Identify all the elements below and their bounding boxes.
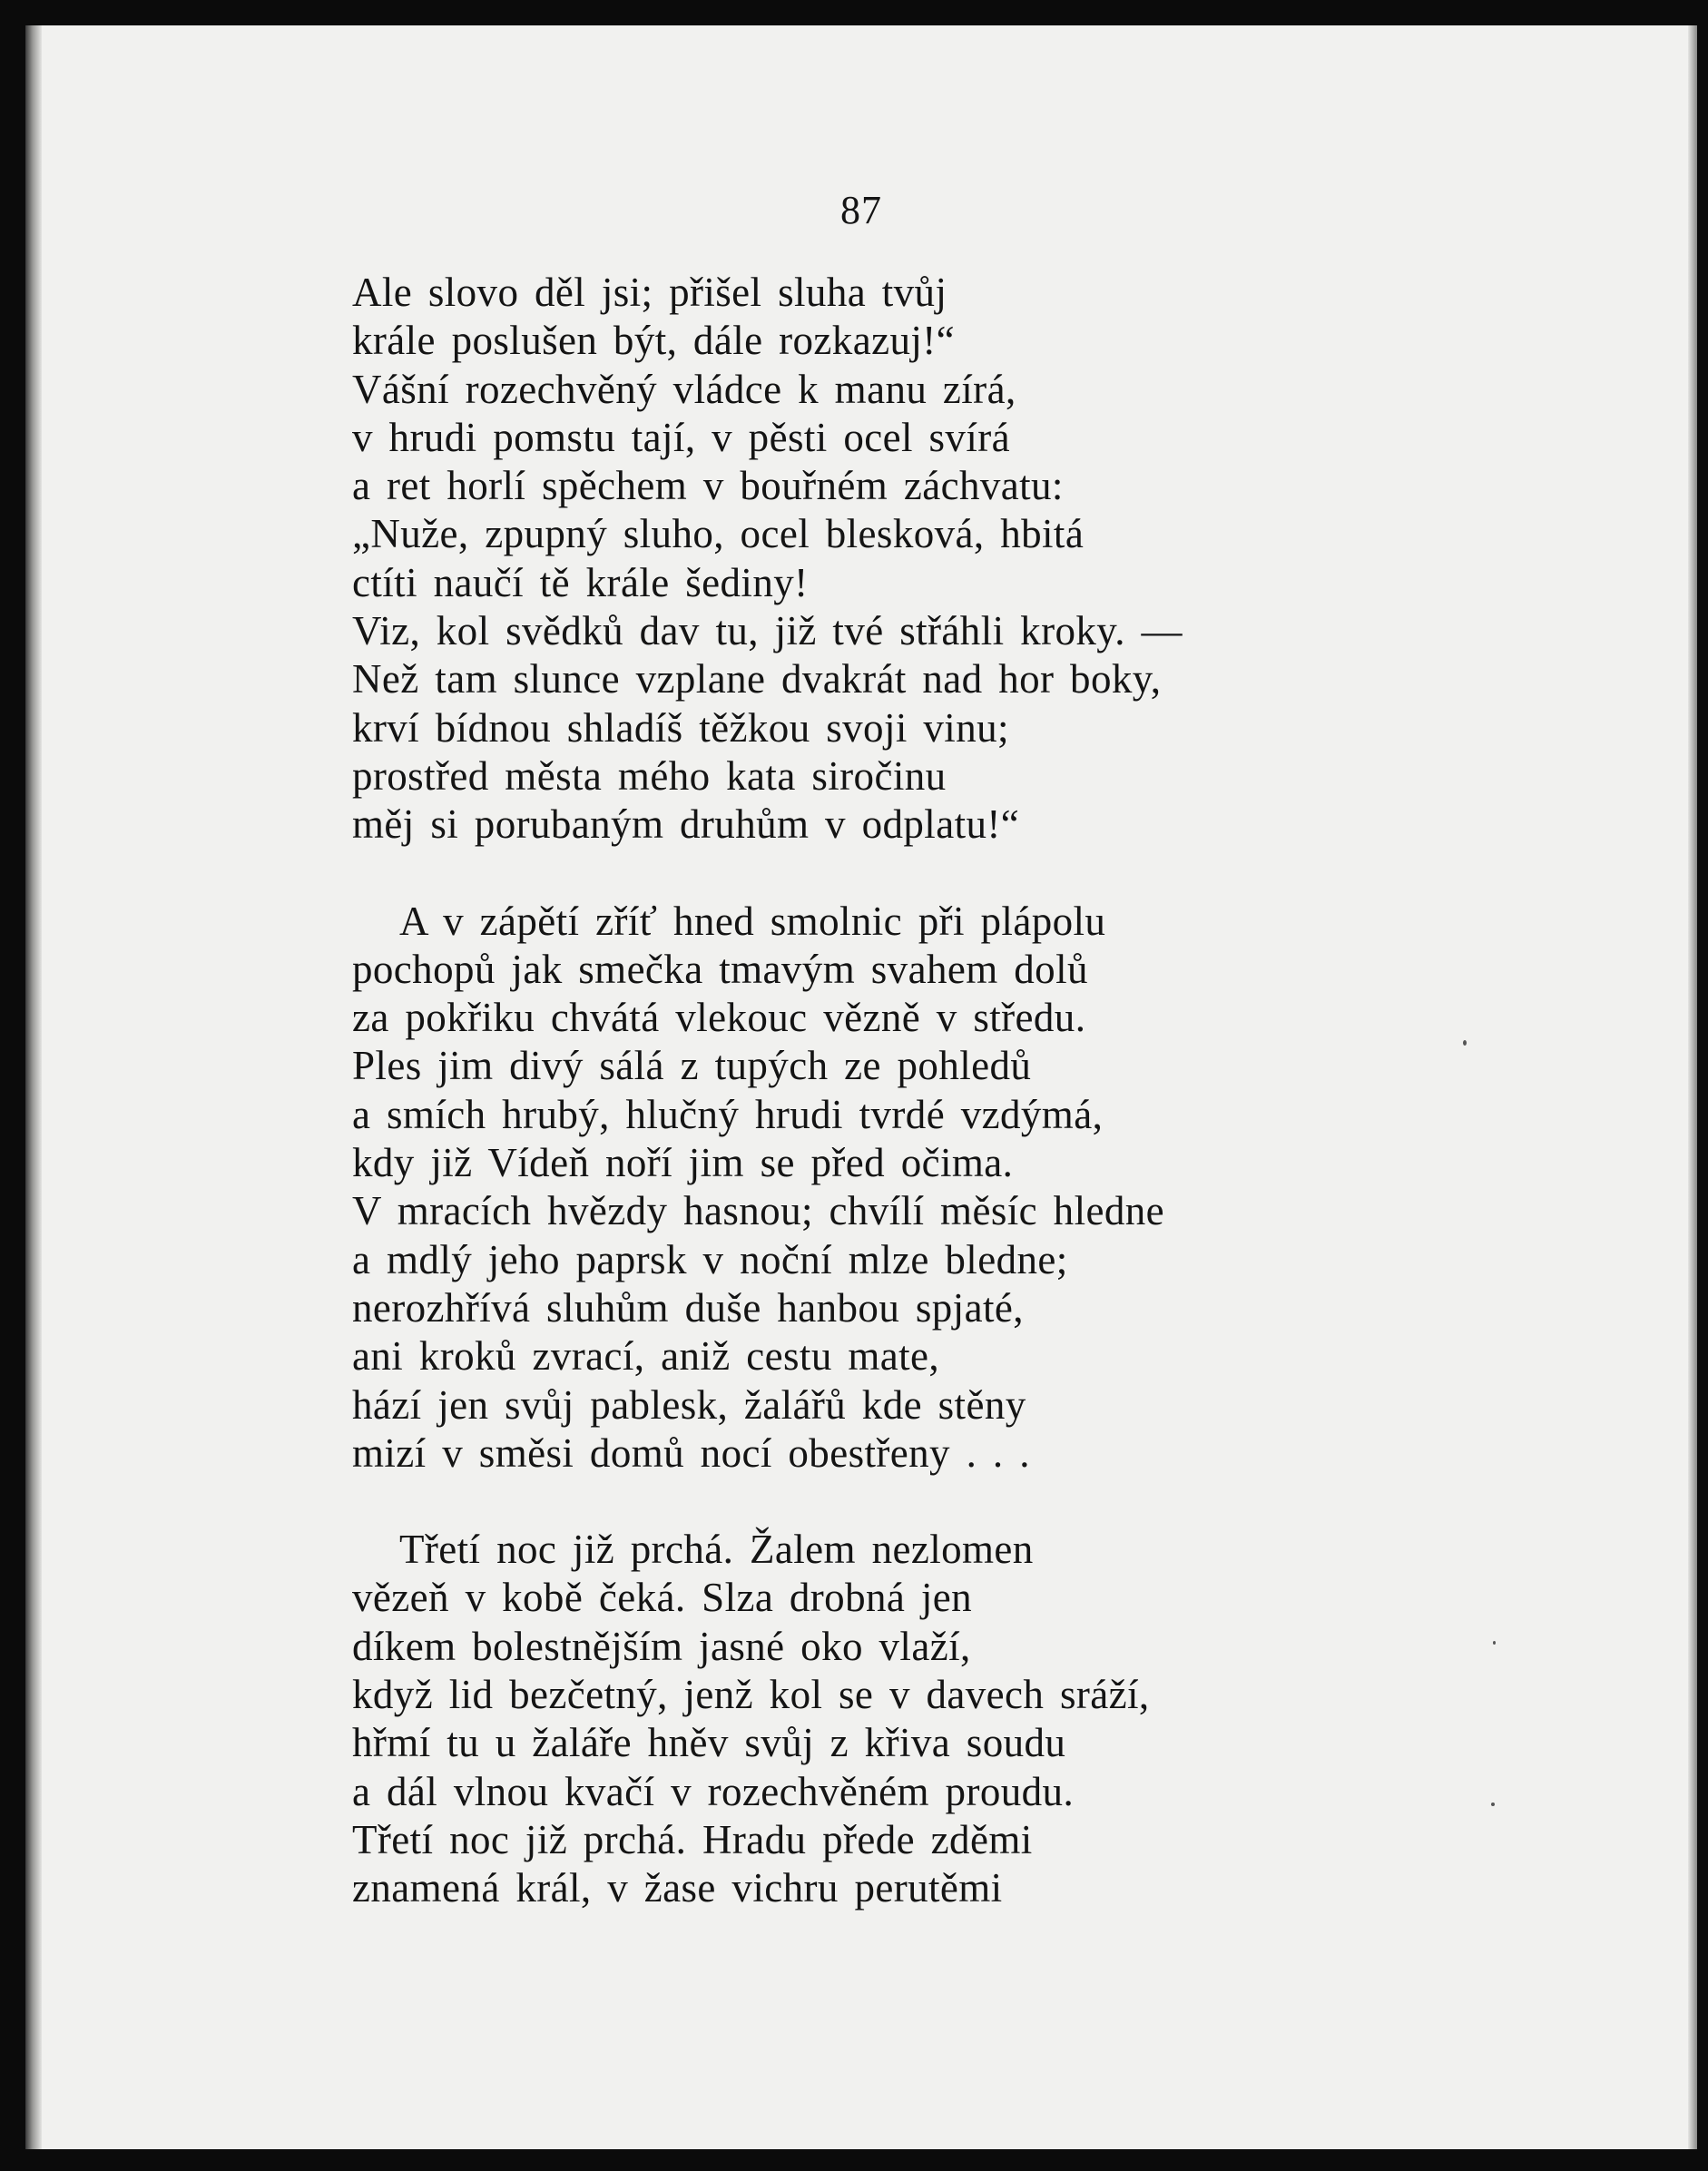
poem-line: prostřed města mého kata siročinu xyxy=(352,752,947,799)
poem-line: měj si porubaným druhům v odplatu!“ xyxy=(352,801,1020,848)
poem-line: vězeň v kobě čeká. Slza drobná jen xyxy=(352,1575,973,1621)
paper-speck xyxy=(1463,1040,1467,1046)
paper-speck xyxy=(1493,1641,1496,1645)
poem-line: když lid bezčetný, jenž kol se v davech sráží, xyxy=(352,1672,1150,1718)
poem-line: krále poslušen být, dále rozkazuj!“ xyxy=(352,318,956,364)
poem-line: hází jen svůj pablesk, žalářů kde stěny xyxy=(352,1381,1026,1428)
poem-line: „Nuže, zpupný sluho, ocel blesková, hbitá xyxy=(352,511,1085,557)
poem-line: Viz, kol svědků dav tu, již tvé střáhli kroky. — xyxy=(352,608,1183,654)
poem-line: a smích hrubý, hlučný hrudi tvrdé vzdýmá, xyxy=(352,1091,1104,1137)
page-number: 87 xyxy=(840,188,882,232)
poem-line: Ale slovo děl jsi; přišel sluha tvůj xyxy=(352,270,947,315)
poem-line: mizí v směsi domů nocí obestřeny . . . xyxy=(352,1429,1030,1476)
poem-line: a ret horlí spěchem v bouřném záchvatu: xyxy=(352,463,1064,509)
poem-line: V mracích hvězdy hasnou; chvílí měsíc hledne xyxy=(352,1188,1165,1234)
poem-line: za pokřiku chvátá vlekouc vězně v středu. xyxy=(352,995,1086,1041)
poem-line: Třetí noc již prchá. Hradu přede zděmi xyxy=(352,1816,1033,1862)
stanza-1 xyxy=(352,269,1387,850)
poem-line: nerozhřívá sluhům duše hanbou spjaté, xyxy=(352,1284,1024,1331)
stanza-3 xyxy=(352,1526,1387,1912)
poem-line: kdy již Vídeň noří jim se před očima. xyxy=(352,1140,1014,1186)
poem-line: krví bídnou shladíš těžkou svoji vinu; xyxy=(352,704,1009,751)
poem-line: a dál vlnou kvačí v rozechvěném proudu. xyxy=(352,1768,1075,1814)
poem-line: díkem bolestnějším jasné oko vlaží, xyxy=(352,1623,971,1669)
poem-line: Než tam slunce vzplane dvakrát nad hor boky, xyxy=(352,656,1162,702)
stanza-2 xyxy=(352,898,1387,1478)
poem-line: znamená král, v žase vichru perutěmi xyxy=(352,1865,1003,1911)
poem-line: a mdlý jeho paprsk v noční mlze bledne; xyxy=(352,1236,1068,1282)
poem-line: A v zápětí zříť hned smolnic při plápolu xyxy=(399,898,1106,944)
poem-line: Vášní rozechvěný vládce k manu zírá, xyxy=(352,366,1016,412)
page-edge xyxy=(1688,25,1697,2149)
binding-shadow xyxy=(25,25,42,2149)
poem-line: pochopů jak smečka tmavým svahem dolů xyxy=(352,946,1088,992)
poem-line: Třetí noc již prchá. Žalem nezlomen xyxy=(399,1527,1034,1573)
book-page xyxy=(25,25,1697,2149)
poem-text xyxy=(352,269,1387,1961)
poem-line: ctíti naučí tě krále šediny! xyxy=(352,559,809,605)
paper-speck xyxy=(1491,1803,1495,1806)
poem-line: hřmí tu u žaláře hněv svůj z křiva soudu xyxy=(352,1720,1066,1766)
poem-line: Ples jim divý sálá z tupých ze pohledů xyxy=(352,1043,1032,1089)
poem-line: ani kroků zvrací, aniž cestu mate, xyxy=(352,1333,940,1380)
poem-line: v hrudi pomstu tají, v pěsti ocel svírá xyxy=(352,414,1010,460)
